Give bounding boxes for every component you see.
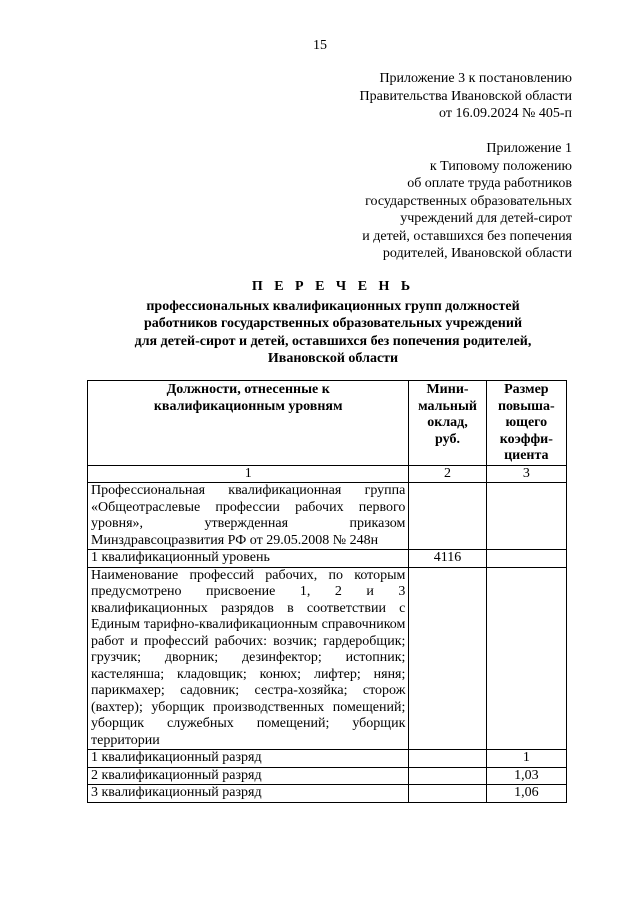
coefficient-cell bbox=[486, 550, 566, 568]
table-row bbox=[88, 550, 567, 568]
table-row bbox=[88, 767, 567, 785]
min-salary-cell bbox=[409, 567, 486, 750]
appendix-3-line: от 16.09.2024 № 405-п bbox=[439, 106, 572, 121]
position-cell: Профессиональная квалификационная группа «Общеотраслевые профессии рабочих первого уровня», утвержденная приказом Минздравсоцразвития РФ от 29.05.2008 № 248н bbox=[88, 483, 409, 550]
appendix-1-line: государственных образовательных bbox=[365, 193, 572, 209]
appendix-1-line: родителей, Ивановской области bbox=[382, 246, 572, 261]
qualification-groups-table bbox=[87, 380, 567, 803]
position-cell: 2 квалификационный разряд bbox=[88, 767, 409, 785]
title-line: профессиональных квалификационных групп должностей bbox=[146, 298, 520, 314]
header-coefficient: Размер повыша-ющего коэффи-циента bbox=[486, 381, 566, 466]
coefficient-cell: 1,06 bbox=[486, 785, 566, 803]
appendix-1-line: учреждений для детей-сирот bbox=[400, 211, 572, 226]
appendix-1-line: к Типовому положению bbox=[429, 158, 572, 174]
coefficient-cell bbox=[486, 567, 566, 750]
table-row bbox=[88, 750, 567, 768]
position-cell: 3 квалификационный разряд bbox=[88, 785, 409, 803]
min-salary-cell bbox=[409, 750, 486, 768]
document-title bbox=[80, 278, 586, 368]
page-number: 15 bbox=[313, 38, 327, 53]
column-number: 3 bbox=[486, 465, 566, 483]
table-row bbox=[88, 785, 567, 803]
coefficient-cell: 1 bbox=[486, 750, 566, 768]
table-row bbox=[88, 483, 567, 550]
header-min-salary: Мини-мальный оклад, руб. bbox=[409, 381, 486, 466]
min-salary-cell bbox=[409, 483, 486, 550]
column-numbering-row bbox=[88, 465, 567, 483]
title-line: Ивановской области bbox=[267, 351, 399, 366]
coefficient-cell bbox=[486, 483, 566, 550]
column-number: 2 bbox=[409, 465, 486, 483]
title-line: для детей-сирот и детей, оставшихся без попечения родителей, bbox=[134, 333, 532, 349]
appendix-3-line: Правительства Ивановской области bbox=[359, 88, 572, 104]
min-salary-cell bbox=[409, 767, 486, 785]
appendix-1-line: Приложение 1 bbox=[486, 141, 572, 156]
appendix-1-line: и детей, оставшихся без попечения bbox=[362, 228, 572, 244]
table-row bbox=[88, 567, 567, 750]
title-line: работников государственных образовательных учреждений bbox=[143, 316, 523, 331]
appendix-3-reference bbox=[360, 70, 572, 123]
position-cell: 1 квалификационный разряд bbox=[88, 750, 409, 768]
column-number: 1 bbox=[88, 465, 409, 483]
position-cell: Наименование профессий рабочих, по которым предусмотрено присвоение 1, 2 и 3 квалификационных разрядов в соответствии с Единым тарифно-квалификационным справочником работ и профессий рабочих: возчик; гардеробщик; грузчик; дворник; дезинфектор; истопник; кастелянша; кладовщик; конюх; лифтер; няня; парикмахер; садовник; сестра-хозяйка; сторож (вахтер); уборщик производственных помещений; уборщик служебных помещений; уборщик территории bbox=[88, 567, 409, 750]
appendix-3-line: Приложение 3 к постановлению bbox=[379, 71, 572, 86]
appendix-1-line: об оплате труда работников bbox=[407, 176, 572, 191]
header-positions: Должности, отнесенные к квалификационным уровням bbox=[88, 381, 409, 466]
title-main: П Е Р Е Ч Е Н Ь bbox=[251, 279, 415, 294]
appendix-1-reference bbox=[362, 140, 572, 263]
table-header-row bbox=[88, 381, 567, 466]
min-salary-cell: 4116 bbox=[409, 550, 486, 568]
min-salary-cell bbox=[409, 785, 486, 803]
coefficient-cell: 1,03 bbox=[486, 767, 566, 785]
position-cell: 1 квалификационный уровень bbox=[88, 550, 409, 568]
